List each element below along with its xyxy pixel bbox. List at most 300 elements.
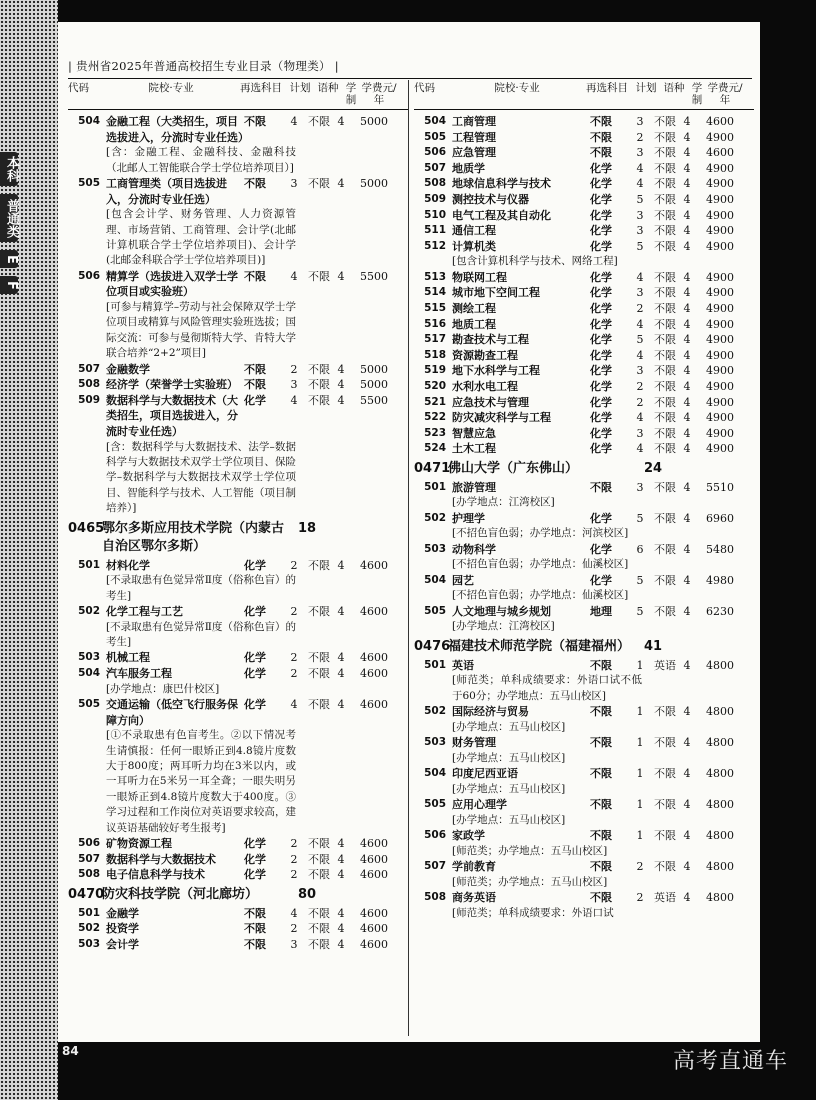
major-years: 4 [683, 573, 691, 587]
major-name: 数据科学与大数据技术（大类招生，项目选拔进入，分流时专业任选） [106, 393, 238, 438]
major-subject: 化学 [244, 852, 266, 866]
major-name: 印度尼西亚语 [452, 767, 518, 781]
major-years: 4 [683, 705, 691, 719]
major-name: 人文地理与城乡规划 [452, 604, 551, 618]
major-name: 电气工程及其自动化 [452, 208, 551, 222]
major-row [414, 270, 754, 286]
major-code: 506 [424, 829, 446, 842]
major-subject: 化学 [590, 208, 612, 222]
major-subject: 化学 [590, 317, 612, 331]
major-plan: 2 [290, 868, 298, 882]
major-plan: 3 [636, 115, 644, 128]
major-row [68, 604, 408, 620]
major-row [68, 176, 408, 207]
school-heading [414, 460, 754, 478]
major-subject: 化学 [244, 667, 266, 681]
major-name: 水利水电工程 [452, 379, 518, 393]
major-plan: 4 [636, 442, 644, 456]
major-years: 4 [683, 379, 691, 393]
major-fee: 4900 [706, 301, 734, 315]
major-years: 4 [683, 891, 691, 905]
major-fee: 4900 [706, 379, 734, 393]
major-plan: 4 [636, 348, 644, 362]
major-name: 金融工程（大类招生，项目选拔进入，分流时专业任选） [106, 115, 249, 144]
major-row [414, 379, 754, 395]
major-name: 动物科学 [452, 542, 496, 556]
right-column [414, 80, 754, 921]
major-years: 4 [683, 146, 691, 160]
major-name: 地质学 [452, 161, 485, 175]
major-note: [办学地点：江湾校区] [452, 620, 555, 633]
major-years: 4 [337, 651, 345, 665]
major-subject: 地理 [590, 604, 612, 618]
major-years: 4 [683, 829, 691, 843]
major-plan: 1 [636, 658, 644, 672]
major-plan: 5 [636, 192, 644, 206]
major-fee: 4800 [706, 767, 734, 781]
school-heading [68, 520, 408, 556]
major-row [68, 269, 408, 300]
major-name: 智慧应急 [452, 426, 496, 440]
major-row [414, 208, 754, 224]
major-fee: 5000 [360, 177, 388, 190]
major-row [414, 285, 754, 301]
major-note: [①不录取患有色盲考生。②以下情况考生请慎报：任何一眼矫正到4.8镜片度数大于800度；两耳听力均在3米以内，或一耳听力在5米另一耳全聋；一眼失明另一眼矫正到4.8镜片度数大于400度。③学习过程和工作岗位对英语要求较高，建议英语基础较好考生报考] [106, 729, 296, 834]
major-subject: 化学 [244, 698, 266, 712]
school-name: 佛山大学（广东佛山） [448, 460, 579, 476]
major-row [68, 558, 408, 574]
major-subject: 不限 [590, 829, 612, 843]
major-code: 505 [424, 604, 446, 617]
major-fee: 4600 [360, 667, 388, 681]
major-plan: 3 [290, 938, 298, 952]
major-years: 4 [683, 239, 691, 253]
major-fee: 4800 [706, 891, 734, 905]
major-subject: 不限 [244, 378, 266, 392]
major-lang: 英语 [654, 658, 676, 672]
major-name: 投资学 [106, 922, 139, 936]
major-fee: 4600 [706, 146, 734, 160]
school-heading [68, 886, 408, 904]
major-code: 510 [424, 208, 446, 221]
major-row [414, 223, 754, 239]
major-subject: 化学 [244, 651, 266, 665]
major-row [414, 511, 754, 527]
major-plan: 4 [636, 161, 644, 175]
hdr-code: 代码 [414, 82, 435, 94]
major-years: 4 [683, 604, 691, 618]
school-code: 0470 [68, 886, 105, 902]
hdr-name: 院校·专业 [494, 82, 540, 94]
major-fee: 4900 [706, 286, 734, 300]
major-row [68, 114, 408, 145]
major-name: 英语 [452, 658, 474, 672]
major-lang: 不限 [654, 208, 676, 222]
major-plan: 4 [290, 269, 298, 283]
major-row [68, 697, 408, 728]
major-plan: 3 [290, 177, 298, 190]
major-code: 506 [424, 146, 446, 159]
school-code: 0471 [414, 460, 451, 476]
major-code: 514 [424, 286, 446, 299]
major-row [414, 239, 754, 255]
major-fee: 4900 [706, 333, 734, 347]
major-lang: 不限 [654, 379, 676, 393]
major-name: 土木工程 [452, 442, 496, 456]
major-plan: 4 [636, 411, 644, 425]
major-row [414, 480, 754, 496]
major-fee: 4900 [706, 395, 734, 409]
major-subject: 不限 [590, 767, 612, 781]
major-lang: 不限 [308, 667, 330, 681]
major-row [68, 393, 408, 440]
major-years: 4 [337, 362, 345, 376]
school-name: 防灾科技学院（河北廊坊） [102, 886, 259, 902]
major-subject: 化学 [590, 426, 612, 440]
major-code: 520 [424, 379, 446, 392]
major-years: 4 [683, 208, 691, 222]
major-plan: 5 [636, 239, 644, 253]
major-fee: 5000 [360, 115, 388, 128]
major-note: [含：数据科学与大数据技术、法学–数据科学与大数据技术双学士学位项目、保险学–数据科学与大数据技术双学士学位项目、智能科学与技术、人工智能（项目制培养）] [106, 440, 296, 515]
major-code: 502 [78, 922, 100, 935]
major-fee: 4800 [706, 798, 734, 812]
major-years: 4 [683, 177, 691, 191]
major-subject: 不限 [590, 798, 612, 812]
major-note: [不录取患有色觉异常Ⅱ度（俗称色盲）的考生] [106, 574, 296, 602]
major-years: 4 [683, 542, 691, 556]
major-lang: 不限 [654, 333, 676, 347]
major-years: 4 [683, 442, 691, 456]
major-fee: 4600 [706, 115, 734, 128]
major-name: 电子信息科学与技术 [106, 868, 205, 882]
major-code: 502 [424, 511, 446, 524]
major-lang: 不限 [308, 938, 330, 952]
major-lang: 不限 [654, 411, 676, 425]
major-code: 518 [424, 348, 446, 361]
major-name: 商务英语 [452, 891, 496, 905]
major-fee: 4900 [706, 224, 734, 238]
major-code: 513 [424, 270, 446, 283]
major-row [414, 890, 754, 906]
major-years: 4 [683, 767, 691, 781]
major-fee: 4600 [360, 938, 388, 952]
major-years: 4 [683, 286, 691, 300]
major-years: 4 [683, 426, 691, 440]
major-lang: 不限 [654, 767, 676, 781]
major-code: 522 [424, 411, 446, 424]
major-note: [含：金融工程、金融科技、金融科技（北邮人工智能联合学士学位培养项目）] [106, 146, 296, 174]
major-subject: 化学 [590, 573, 612, 587]
school-code: 0476 [414, 638, 451, 654]
major-code: 504 [424, 573, 446, 586]
major-subject: 化学 [590, 379, 612, 393]
watermark: 高考直通车 [672, 1049, 788, 1074]
major-fee: 4600 [360, 651, 388, 665]
school-code: 0465 [68, 520, 105, 536]
major-lang: 不限 [654, 395, 676, 409]
school-plan: 41 [643, 638, 663, 654]
major-fee: 4800 [706, 860, 734, 874]
major-lang: 不限 [308, 378, 330, 392]
major-code: 515 [424, 301, 446, 314]
major-name: 经济学（荣誉学士实验班） [106, 378, 238, 392]
major-fee: 4980 [706, 573, 734, 587]
major-code: 507 [78, 362, 100, 375]
major-fee: 4600 [360, 698, 388, 712]
major-row [414, 348, 754, 364]
major-code: 505 [424, 798, 446, 811]
major-fee: 4900 [706, 411, 734, 425]
major-plan: 1 [636, 829, 644, 843]
major-note: [师范类；办学地点：五马山校区] [452, 844, 608, 857]
major-name: 地质工程 [452, 317, 496, 331]
major-plan: 3 [290, 378, 298, 392]
major-lang: 不限 [654, 829, 676, 843]
major-note: [可参与精算学–劳动与社会保障双学士学位项目或精算与风险管理实验班选拔；国际交流：可参与曼彻斯特大学、肯特大学联合培养“2+2”项目] [106, 301, 296, 360]
header-rule [68, 78, 752, 79]
major-code: 504 [424, 115, 446, 127]
major-lang: 不限 [654, 604, 676, 618]
major-lang: 不限 [654, 130, 676, 144]
major-subject: 化学 [590, 286, 612, 300]
major-plan: 5 [636, 333, 644, 347]
major-plan: 2 [636, 860, 644, 874]
major-plan: 2 [290, 852, 298, 866]
major-fee: 4900 [706, 426, 734, 440]
major-years: 4 [337, 558, 345, 572]
major-lang: 不限 [308, 115, 330, 128]
major-fee: 4900 [706, 192, 734, 206]
major-code: 504 [78, 667, 100, 680]
major-fee: 4600 [360, 922, 388, 936]
major-fee: 4900 [706, 208, 734, 222]
major-code: 504 [78, 115, 100, 127]
major-years: 4 [337, 605, 345, 619]
column-divider [408, 80, 409, 1036]
major-code: 503 [424, 736, 446, 749]
major-row [414, 658, 754, 674]
major-name: 精算学（选拔进入双学士学位项目或实验班） [106, 269, 238, 299]
major-subject: 化学 [244, 837, 266, 851]
major-note: [不招色盲色弱；办学地点：仙溪校区] [452, 589, 629, 602]
major-lang: 不限 [654, 798, 676, 812]
major-fee: 4900 [706, 442, 734, 456]
major-plan: 4 [636, 270, 644, 284]
major-years: 4 [337, 938, 345, 952]
hdr-subject: 再选科目 [586, 82, 628, 94]
hdr-plan: 计划 [289, 82, 311, 94]
column-header [68, 80, 408, 110]
major-row [414, 859, 754, 875]
major-subject: 化学 [590, 301, 612, 315]
major-years: 4 [683, 161, 691, 175]
major-code: 503 [78, 651, 100, 664]
major-name: 应用心理学 [452, 798, 507, 812]
major-note: [办学地点：五马山校区] [452, 782, 566, 795]
major-subject: 化学 [590, 348, 612, 362]
page-number: 84 [62, 1044, 79, 1058]
major-lang: 不限 [654, 177, 676, 191]
major-row [68, 906, 408, 922]
major-subject: 不限 [244, 938, 266, 952]
major-years: 4 [683, 395, 691, 409]
major-subject: 化学 [590, 442, 612, 456]
major-code: 505 [78, 698, 100, 711]
major-fee: 4600 [360, 906, 388, 920]
major-row [414, 604, 754, 620]
major-lang: 不限 [308, 922, 330, 936]
major-name: 化学工程与工艺 [106, 605, 183, 619]
major-note: [不招色盲色弱；办学地点：河滨校区] [452, 527, 629, 540]
major-subject: 不限 [590, 891, 612, 905]
major-subject: 化学 [590, 224, 612, 238]
tab-f: F [0, 276, 18, 294]
major-subject: 不限 [590, 705, 612, 719]
major-lang: 不限 [308, 868, 330, 882]
major-code: 517 [424, 333, 446, 346]
major-code: 508 [424, 177, 446, 190]
major-plan: 3 [636, 480, 644, 494]
left-column [68, 80, 408, 953]
major-code: 501 [78, 906, 100, 919]
major-lang: 不限 [654, 348, 676, 362]
major-lang: 不限 [654, 705, 676, 719]
major-name: 工商管理类（项目选拔进入，分流时专业任选） [106, 177, 227, 206]
major-fee: 4900 [706, 177, 734, 191]
major-row [68, 867, 408, 883]
major-lang: 不限 [654, 542, 676, 556]
major-years: 4 [683, 798, 691, 812]
major-plan: 2 [636, 395, 644, 409]
major-lang: 不限 [654, 364, 676, 378]
major-row [68, 836, 408, 852]
major-note: [不录取患有色觉异常Ⅱ度（俗称色盲）的考生] [106, 620, 296, 649]
major-code: 524 [424, 442, 446, 455]
major-subject: 不限 [244, 177, 266, 190]
major-lang: 不限 [654, 426, 676, 440]
major-lang: 不限 [654, 317, 676, 331]
major-subject: 化学 [590, 333, 612, 347]
major-years: 4 [683, 348, 691, 362]
major-name: 园艺 [452, 573, 474, 587]
major-lang: 不限 [654, 224, 676, 238]
major-name: 会计学 [106, 938, 139, 952]
major-fee: 5000 [360, 362, 388, 376]
major-fee: 4600 [360, 605, 388, 619]
major-plan: 2 [290, 667, 298, 681]
major-row [414, 426, 754, 442]
major-years: 4 [337, 177, 345, 190]
major-code: 521 [424, 395, 446, 408]
major-code: 501 [424, 480, 446, 493]
major-lang: 不限 [308, 605, 330, 619]
major-code: 519 [424, 364, 446, 377]
tab-benke: 本科 [0, 152, 18, 186]
major-subject: 化学 [244, 558, 266, 572]
major-subject: 化学 [590, 177, 612, 191]
major-plan: 2 [636, 379, 644, 393]
running-head: | 贵州省2025年普通高校招生专业目录（物理类） | [68, 59, 339, 73]
major-fee: 4600 [360, 852, 388, 866]
major-years: 4 [337, 378, 345, 392]
major-plan: 2 [290, 651, 298, 665]
major-plan: 1 [636, 798, 644, 812]
major-name: 财务管理 [452, 736, 496, 750]
major-subject: 化学 [244, 605, 266, 619]
major-name: 金融学 [106, 906, 139, 920]
major-name: 数据科学与大数据技术 [106, 852, 216, 866]
major-lang: 不限 [654, 480, 676, 494]
major-fee: 6230 [706, 604, 734, 618]
hdr-fee: 学费元/年 [361, 82, 397, 106]
hdr-name: 院校·专业 [148, 82, 194, 94]
major-plan: 3 [636, 208, 644, 222]
major-years: 4 [683, 411, 691, 425]
major-plan: 2 [290, 362, 298, 376]
major-years: 4 [683, 317, 691, 331]
major-fee: 5500 [360, 269, 388, 283]
major-years: 4 [683, 115, 691, 128]
school-plan: 24 [643, 460, 663, 476]
major-subject: 不限 [590, 115, 612, 128]
major-lang: 不限 [308, 393, 330, 407]
major-lang: 不限 [654, 161, 676, 175]
major-row [414, 317, 754, 333]
major-subject: 不限 [590, 736, 612, 750]
major-fee: 5480 [706, 542, 734, 556]
major-row [414, 410, 754, 426]
major-years: 4 [683, 364, 691, 378]
major-fee: 4900 [706, 270, 734, 284]
major-lang: 不限 [654, 736, 676, 750]
major-row [68, 921, 408, 937]
column-header [414, 80, 754, 110]
major-fee: 6960 [706, 511, 734, 525]
major-plan: 4 [290, 393, 298, 407]
major-code: 503 [78, 938, 100, 951]
major-subject: 不限 [244, 362, 266, 376]
major-fee: 4900 [706, 348, 734, 362]
major-years: 4 [683, 480, 691, 494]
major-subject: 化学 [590, 542, 612, 556]
major-code: 512 [424, 239, 446, 252]
major-lang: 不限 [308, 651, 330, 665]
major-note: [办学地点：江湾校区] [452, 496, 555, 509]
major-row [414, 797, 754, 813]
major-name: 测控技术与仪器 [452, 192, 529, 206]
major-row [414, 542, 754, 558]
hdr-plan: 计划 [635, 82, 657, 94]
major-lang: 不限 [654, 146, 676, 160]
hdr-lang: 语种 [317, 82, 339, 94]
major-code: 516 [424, 317, 446, 330]
major-row [414, 301, 754, 317]
major-fee: 4900 [706, 364, 734, 378]
major-row [414, 192, 754, 208]
major-fee: 5000 [360, 378, 388, 392]
major-name: 汽车服务工程 [106, 667, 172, 681]
right-entries [414, 110, 754, 921]
major-name: 应急技术与管理 [452, 395, 529, 409]
major-subject: 化学 [590, 364, 612, 378]
major-note: [包含会计学、财务管理、人力资源管理、市场营销、工商管理、会计学(北邮计算机联合学士学位培养项目)、会计学(北邮金科联合学士学位培养项目)] [106, 208, 296, 267]
major-years: 4 [337, 837, 345, 851]
major-subject: 不限 [244, 269, 266, 283]
major-code: 502 [424, 705, 446, 718]
major-plan: 2 [290, 558, 298, 572]
major-lang: 不限 [308, 837, 330, 851]
